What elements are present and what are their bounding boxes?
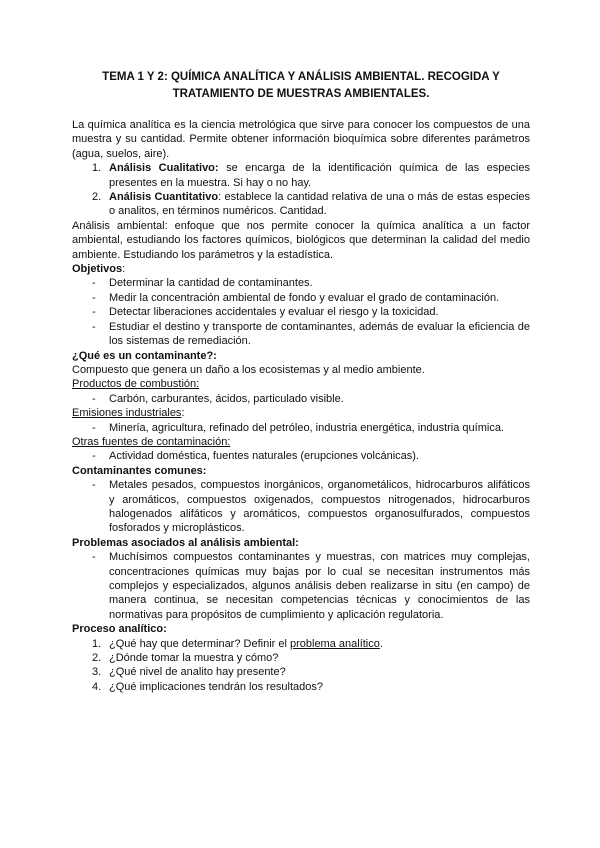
list-item: 4. ¿Qué implicaciones tendrán los resultados?	[92, 680, 324, 693]
contaminant-definition: Compuesto que genera un daño a los ecosistemas y al medio ambiente.	[72, 363, 425, 376]
environmental-analysis-paragraph: Análisis ambiental: enfoque que nos permite conocer la química analítica a un factor ambiental, estudiando los factores químicos, biológicos que determinan la calidad del medio ambiente. Estudiando los parámetros y la estadística.	[72, 219, 530, 261]
process-heading: Proceso analítico:	[72, 623, 167, 636]
list-item: - Actividad doméstica, fuentes naturales (erupciones volcánicas).	[92, 450, 419, 463]
list-item: - Muchísimos compuestos contaminantes y muestras, con matrices muy complejas, concentraciones químicas muy bajas por lo cual se necesitan instrumentos más complejos y especializados, algunos análisis deben realizarse in situ (en campo) de manera continua, se necesitan competencias técnicas y conocimientos de las normativas para propósitos de cumplimiento y aplicación regulatoria.	[92, 551, 530, 621]
document-title: TEMA 1 Y 2: QUÍMICA ANALÍTICA Y ANÁLISIS AMBIENTAL. RECOGIDA Y TRATAMIENTO DE MUESTRAS AMBIENTALES.	[102, 71, 500, 100]
list-item: - Carbón, carburantes, ácidos, particulado visible.	[92, 392, 344, 405]
combustion-list	[72, 392, 530, 406]
other-sources-list	[72, 449, 530, 463]
combustion-heading: Productos de combustión:	[72, 378, 200, 391]
list-item: - Determinar la cantidad de contaminantes.	[92, 277, 313, 290]
analysis-types-list	[72, 161, 530, 219]
list-item: 2. Análisis Cuantitativo: establece la cantidad relativa de una o más de estas especies o analitos, en términos numéricos. Cantidad.	[92, 191, 531, 218]
list-item: 1. ¿Qué hay que determinar? Definir el problema analítico.	[92, 637, 383, 650]
list-item: 2. ¿Dónde tomar la muestra y cómo?	[92, 652, 279, 665]
document-body	[72, 118, 530, 694]
objectives-heading: Objetivos:	[72, 263, 126, 276]
problems-heading: Problemas asociados al análisis ambiental:	[72, 536, 299, 549]
contaminant-heading: ¿Qué es un contaminante?:	[72, 349, 217, 362]
common-contaminants-heading: Contaminantes comunes:	[72, 464, 207, 477]
industrial-heading: Emisiones industriales:	[72, 407, 185, 420]
list-item: - Detectar liberaciones accidentales y evaluar el riesgo y la toxicidad.	[92, 306, 439, 319]
common-contaminants-list	[72, 478, 530, 536]
industrial-list	[72, 421, 530, 435]
list-item: - Metales pesados, compuestos inorgánicos, organometálicos, hidrocarburos alifáticos y aromáticos, compuestos oxigenados, compuestos nitrogenados, hidrocarburos halogenados alifáticos y aromáticos, compuestos organosulfurados, compuestos fosforados y microplásticos.	[92, 479, 530, 535]
other-sources-heading: Otras fuentes de contaminación:	[72, 435, 231, 448]
objectives-list	[72, 276, 530, 348]
list-item: 3. ¿Qué nivel de analito hay presente?	[92, 666, 286, 679]
problems-list	[72, 550, 530, 622]
intro-paragraph: La química analítica es la ciencia metrológica que sirve para conocer los compuestos de una muestra y su cantidad. Permite obtener información bioquímica sobre diferentes parámetros (agua, suelos, aire).	[72, 119, 530, 160]
process-list	[72, 637, 530, 695]
list-item: 1. Análisis Cualitativo: se encarga de la identificación química de las especies presentes en la muestra. Si hay o no hay.	[92, 162, 530, 189]
problema-analitico-link[interactable]: problema analítico	[289, 637, 380, 650]
list-item: - Minería, agricultura, refinado del petróleo, industria energética, industria química.	[92, 421, 504, 434]
list-item: - Estudiar el destino y transporte de contaminantes, además de evaluar la eficiencia de los sistemas de remediación.	[92, 320, 530, 348]
list-item: - Medir la concentración ambiental de fondo y evaluar el grado de contaminación.	[92, 291, 500, 304]
